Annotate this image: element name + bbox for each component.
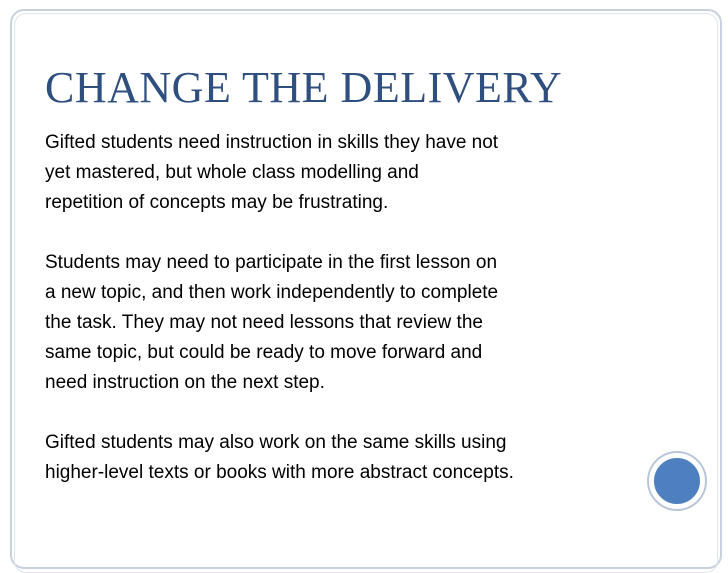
- body-line: higher-level texts or books with more abstract concepts.: [45, 462, 514, 483]
- body-line: Gifted students may also work on the same skills using: [45, 432, 507, 453]
- decorative-circle: [649, 453, 705, 509]
- paragraph: [45, 248, 655, 398]
- paragraph: [45, 428, 655, 488]
- body-line: the task. They may not need lessons that review the: [45, 312, 483, 333]
- body-line: same topic, but could be ready to move forward and: [45, 342, 483, 363]
- body-line: a new topic, and then work independently to complete: [45, 282, 499, 303]
- paragraph-spacer: [45, 398, 655, 428]
- body-line: need instruction on the next step.: [45, 372, 325, 393]
- paragraph-spacer: [45, 218, 655, 248]
- body-line: repetition of concepts may be frustrating.: [45, 192, 389, 213]
- slide-title: CHANGE THE DELIVERY: [45, 63, 563, 112]
- paragraph: [45, 128, 655, 218]
- body-line: yet mastered, but whole class modelling and: [45, 162, 419, 183]
- slide-body: [45, 128, 655, 488]
- body-line: Students may need to participate in the first lesson on: [45, 252, 498, 273]
- body-line: Gifted students need instruction in skills they have not: [45, 132, 499, 153]
